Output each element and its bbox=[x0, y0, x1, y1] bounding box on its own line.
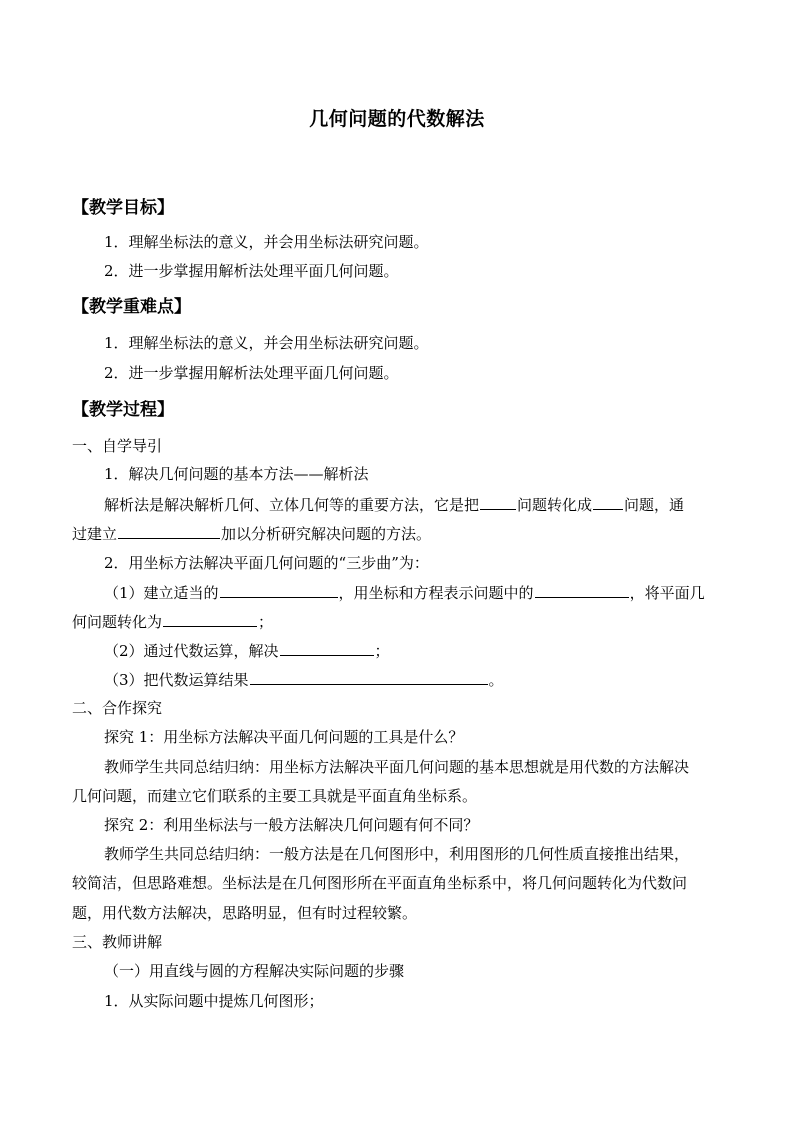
text-segment: 问题，通 bbox=[624, 496, 685, 514]
fill-blank bbox=[250, 669, 488, 685]
text-segment: 加以分析研究解决问题的方法。 bbox=[221, 525, 432, 543]
text-segment: 何问题转化为 bbox=[72, 613, 163, 631]
fill-blank bbox=[280, 640, 374, 656]
part1-paragraph-line1 bbox=[104, 494, 684, 515]
section-heading-keypoints: 【教学重难点】 bbox=[72, 297, 191, 317]
text-segment: （1）建立适当的 bbox=[104, 584, 219, 602]
fill-blank bbox=[593, 494, 623, 510]
part1-title: 一、自学导引 bbox=[72, 437, 163, 455]
step2-line bbox=[104, 640, 390, 661]
fill-blank bbox=[535, 582, 629, 598]
step1-line2 bbox=[72, 611, 273, 632]
part1-item1-title: 1．解决几何问题的基本方法——解析法 bbox=[104, 465, 369, 483]
explore-answer-1-line2: 几何问题，而建立它们联系的主要工具就是平面直角坐标系。 bbox=[72, 787, 478, 805]
fill-blank bbox=[163, 611, 257, 627]
goal-item-1: 1．理解坐标法的意义，并会用坐标法研究问题。 bbox=[104, 233, 429, 251]
explore-answer-2-line1: 教师学生共同总结归纳：一般方法是在几何图形中，利用图形的几何性质直接推出结果， bbox=[104, 845, 690, 863]
fill-blank bbox=[480, 494, 516, 510]
section-heading-process: 【教学过程】 bbox=[72, 400, 174, 420]
keypoint-item-1: 1．理解坐标法的意义，并会用坐标法研究问题。 bbox=[104, 334, 429, 352]
text-segment: 。 bbox=[488, 671, 504, 689]
section-heading-goals: 【教学目标】 bbox=[72, 198, 174, 218]
text-segment: 过建立 bbox=[72, 525, 118, 543]
part3-step1: 1．从实际问题中提炼几何图形； bbox=[104, 992, 324, 1010]
text-segment: ，将平面几 bbox=[629, 584, 705, 602]
fill-blank bbox=[118, 523, 220, 539]
explore-answer-2-line3: 题，用代数方法解决，思路明显，但有时过程较繁。 bbox=[72, 904, 418, 922]
part1-item2-title: 2．用坐标方法解决平面几何问题的“三步曲”为： bbox=[104, 554, 429, 572]
explore-question-2: 探究 2：利用坐标法与一般方法解决几何问题有何不同？ bbox=[104, 816, 479, 834]
part1-paragraph-line2 bbox=[72, 523, 431, 544]
step1-line1 bbox=[104, 582, 705, 603]
part2-title: 二、合作探究 bbox=[72, 699, 163, 717]
goal-item-2: 2．进一步掌握用解析法处理平面几何问题。 bbox=[104, 262, 399, 280]
text-segment: （2）通过代数运算，解决 bbox=[104, 642, 279, 660]
explore-answer-1-line1: 教师学生共同总结归纳：用坐标方法解决平面几何问题的基本思想就是用代数的方法解决 bbox=[104, 758, 690, 776]
step3-line bbox=[104, 669, 504, 690]
fill-blank bbox=[220, 582, 338, 598]
text-segment: 解析法是解决解析几何、立体几何等的重要方法，它是把 bbox=[104, 496, 480, 514]
text-segment: ，用坐标和方程表示问题中的 bbox=[338, 584, 534, 602]
part3-subheading: （一）用直线与圆的方程解决实际问题的步骤 bbox=[104, 962, 405, 980]
part3-title: 三、教师讲解 bbox=[72, 933, 163, 951]
explore-question-1: 探究 1：用坐标方法解决平面几何问题的工具是什么？ bbox=[104, 728, 464, 746]
page-title: 几何问题的代数解法 bbox=[309, 108, 485, 130]
text-segment: ； bbox=[258, 613, 274, 631]
text-segment: 问题转化成 bbox=[517, 496, 593, 514]
text-segment: ； bbox=[374, 642, 390, 660]
text-segment: （3）把代数运算结果 bbox=[104, 671, 249, 689]
keypoint-item-2: 2．进一步掌握用解析法处理平面几何问题。 bbox=[104, 364, 399, 382]
explore-answer-2-line2: 较简洁，但思路难想。坐标法是在几何图形所在平面直角坐标系中，将几何问题转化为代数问 bbox=[72, 874, 688, 892]
